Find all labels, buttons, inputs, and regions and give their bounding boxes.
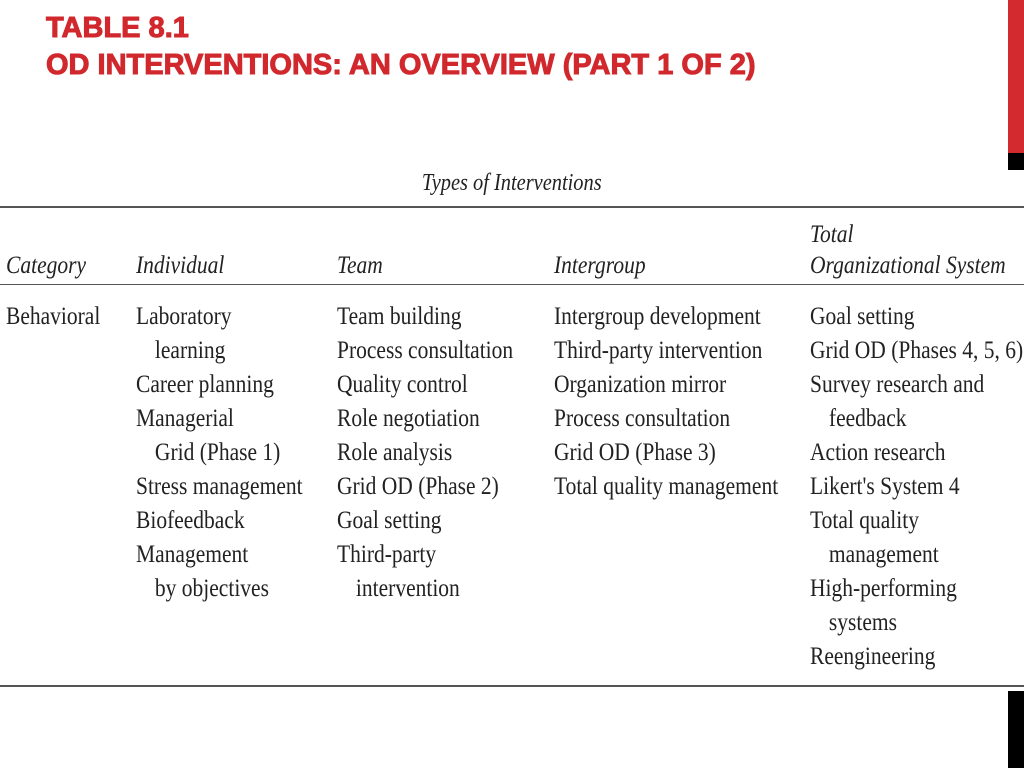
intervention-item: Action research [810, 439, 946, 466]
intervention-item: Organization mirror [554, 371, 727, 398]
intervention-item: Grid OD (Phase 3) [554, 439, 716, 466]
intervention-item: Quality control [337, 371, 468, 398]
intervention-item: Team building [337, 303, 462, 330]
cell-intergroup [554, 300, 778, 504]
cell-category: Behavioral [6, 303, 101, 330]
intervention-item: systems [828, 609, 898, 636]
intervention-item: Laboratory [136, 303, 232, 330]
intervention-item: Survey research and [810, 371, 985, 398]
intervention-item: Career planning [136, 371, 274, 398]
intervention-item: management [828, 541, 939, 568]
title-line-2: OD INTERVENTIONS: AN OVERVIEW (PART 1 OF 2) [46, 49, 756, 81]
cell-team [337, 300, 513, 606]
intervention-item: Grid OD (Phase 2) [337, 473, 499, 500]
header-total: Total Organizational System [810, 221, 1006, 279]
intervention-item: Goal setting [337, 507, 442, 534]
intervention-item: Third-party [337, 541, 437, 568]
intervention-item: Intergroup development [554, 303, 761, 330]
accent-bar-black-bottom [1008, 691, 1024, 768]
intervention-item: intervention [355, 575, 460, 602]
header-category: Category [6, 252, 87, 279]
accent-bar-black [1008, 153, 1024, 170]
header-individual: Individual [136, 252, 225, 279]
header-intergroup: Intergroup [554, 252, 646, 279]
intervention-item: High-performing [810, 575, 957, 602]
header-team: Team [337, 252, 383, 279]
cell-individual [136, 300, 303, 606]
intervention-item: Goal setting [810, 303, 915, 330]
intervention-item: Likert's System 4 [810, 473, 960, 500]
intervention-item: learning [154, 337, 226, 364]
intervention-item: Managerial [136, 405, 234, 432]
intervention-item: Grid (Phase 1) [154, 439, 281, 466]
table-header-rule [0, 284, 1024, 285]
cell-total [810, 300, 1023, 674]
accent-bar-red [1008, 0, 1024, 153]
intervention-item: Grid OD (Phases 4, 5, 6) [810, 337, 1024, 364]
intervention-item: Role analysis [337, 439, 453, 466]
intervention-item: Third-party intervention [554, 337, 763, 364]
table-bottom-rule [0, 685, 1024, 687]
intervention-item: Reengineering [810, 643, 936, 670]
slide-title [46, 10, 946, 84]
intervention-item: Total quality [810, 507, 919, 534]
table-top-rule [0, 206, 1024, 208]
intervention-item: Role negotiation [337, 405, 480, 432]
intervention-item: feedback [828, 405, 907, 432]
intervention-item: Process consultation [337, 337, 514, 364]
intervention-item: Management [136, 541, 249, 568]
intervention-item: Total quality management [554, 473, 779, 500]
intervention-item: Process consultation [554, 405, 731, 432]
intervention-item: Stress management [136, 473, 303, 500]
intervention-item: by objectives [154, 575, 269, 602]
table-caption: Types of Interventions [422, 170, 602, 196]
intervention-item: Biofeedback [136, 507, 245, 534]
title-line-1: TABLE 8.1 [46, 12, 189, 44]
